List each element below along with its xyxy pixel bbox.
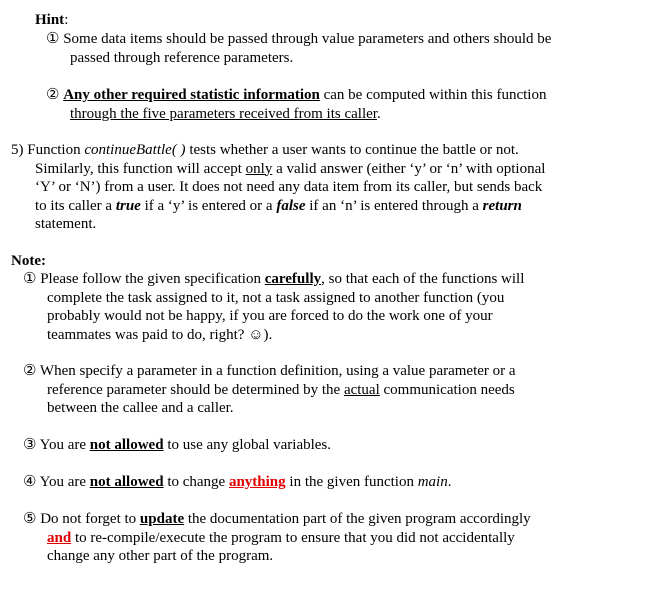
emphasis-anything: anything [228, 474, 286, 490]
note-item-1: ① Please follow the given specification carefully, so that each of the functions will complete the task assigned to it, not a task assigned to another function (you probably would not be happy, if you are forced to do the work one of your teammates was paid to do, right? ☺). [23, 271, 525, 343]
circled-number-2: ② [23, 363, 37, 379]
note-heading: Note: [11, 253, 46, 269]
circled-number-3: ③ [23, 437, 37, 453]
circled-number-4: ④ [23, 474, 37, 490]
circled-number-5: ⑤ [23, 511, 37, 527]
function-name: continueBattle( ) [84, 142, 186, 158]
emphasis-and: and [47, 529, 72, 546]
note-item-5: ⑤ Do not forget to update the documentation part of the given program accordingly and to re-compile/execute the program to ensure that you did not accidentally change any other part of the program. [23, 511, 531, 564]
emphasis-statistic-info: Any other required statistic information [63, 87, 320, 103]
note-item-4: ④ You are not allowed to change anything in the given function main. [23, 474, 452, 490]
circled-number-1: ① [23, 271, 37, 287]
hint-item-1: ① Some data items should be passed through value parameters and others should be passed through reference parameters. [46, 31, 552, 66]
note-item-3: ③ You are not allowed to use any global variables. [23, 437, 332, 453]
section-5-continue-battle: 5) Function continueBattle( ) tests whether a user wants to continue the battle or not. Similarly, this function will accept only a valid answer (either ‘y’ or ‘n’ with optional ‘Y’ or ‘N’) from a user. It does not need any data item from its caller, but sends back to its caller a true if a ‘y’ is entered or a false if an ‘n’ is entered through a return statement. [11, 142, 546, 232]
circled-number-2: ② [46, 87, 60, 103]
hint-item-2: ② Any other required statistic information can be computed within this function through the five parameters received from its caller. [46, 87, 547, 122]
circled-number-1: ① [46, 31, 60, 47]
note-item-2: ② When specify a parameter in a function definition, using a value parameter or a reference parameter should be determined by the actual communication needs between the callee and a caller. [23, 363, 516, 416]
hint-heading: Hint: [35, 12, 69, 28]
hint-heading-text: Hint [35, 12, 65, 28]
